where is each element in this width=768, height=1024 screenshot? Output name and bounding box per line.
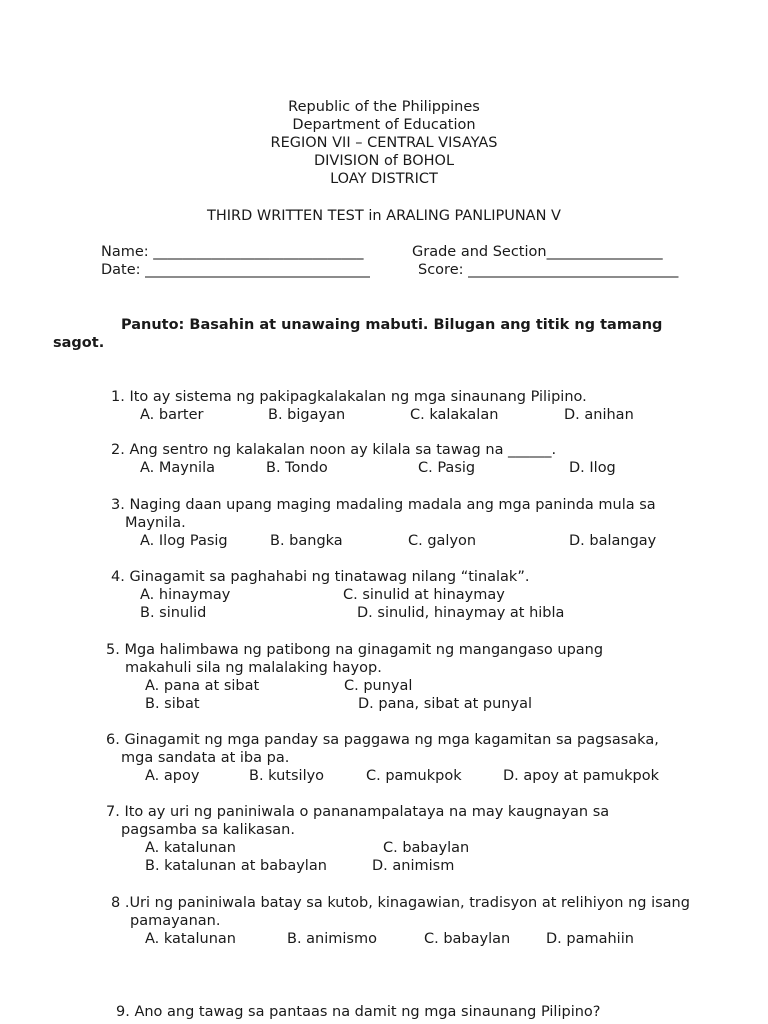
choice-c: C. babaylan [424,931,511,947]
choice-a: A. barter [140,407,204,423]
question-text-continued: Maynila. [125,515,186,531]
instructions-line-1: Panuto: Basahin at unawaing mabuti. Bilugan ang titik ng tamang [121,317,663,333]
question-text: 3. Naging daan upang maging madaling madala ang mga paninda mula sa [111,497,656,513]
choice-c: C. sinulid at hinaymay [343,587,505,603]
grade-section-field: Grade and Section________________ [412,244,663,260]
question-text-continued: pamayanan. [130,913,221,929]
question-text-continued: pagsamba sa kalikasan. [121,822,295,838]
choice-c: C. galyon [408,533,477,549]
choice-b: B. bigayan [268,407,346,423]
choice-d: D. Ilog [569,460,616,476]
choice-a: A. Ilog Pasig [140,533,228,549]
choice-d: D. balangay [569,533,657,549]
choice-b: B. Tondo [266,460,328,476]
header-region: REGION VII – CENTRAL VISAYAS [270,135,498,151]
choice-b: B. sinulid [140,605,207,621]
header-republic: Republic of the Philippines [288,99,480,115]
choice-d: D. pamahiin [546,931,634,947]
choice-d: D. animism [372,858,455,874]
header-division: DIVISION of BOHOL [313,153,455,169]
choice-a: A. Maynila [140,460,215,476]
choice-a: A. hinaymay [140,587,231,603]
header-department: Department of Education [292,117,476,133]
question-text: 5. Mga halimbawa ng patibong na ginagamit ng mangangaso upang [106,642,604,658]
instructions-line-2: sagot. [53,335,105,351]
question-text: 9. Ano ang tawag sa pantaas na damit ng mga sinaunang Pilipino? [116,1004,601,1020]
choice-c: C. Pasig [418,460,476,476]
choice-b: B. katalunan at babaylan [145,858,327,874]
header-district: LOAY DISTRICT [330,171,438,187]
choice-c: C. pamukpok [366,768,462,784]
choice-a: A. katalunan [145,931,236,947]
score-field: Score: _____________________________ [418,262,679,278]
choice-b: B. animismo [287,931,377,947]
choice-b: B. kutsilyo [249,768,325,784]
test-title: THIRD WRITTEN TEST in ARALING PANLIPUNAN V [207,208,561,224]
question-text: 8 .Uri ng paniniwala batay sa kutob, kinagawian, tradisyon at relihiyon ng isang [111,895,690,911]
choice-c: C. kalakalan [410,407,499,423]
question-text-continued: makahuli sila ng malalaking hayop. [125,660,382,676]
choice-b: B. bangka [270,533,343,549]
choice-a: A. pana at sibat [145,678,260,694]
question-text: 6. Ginagamit ng mga panday sa paggawa ng mga kagamitan sa pagsasaka, [106,732,659,748]
choice-a: A. apoy [145,768,200,784]
choice-d: D. anihan [564,407,634,423]
choice-b: B. sibat [145,696,200,712]
question-text: 4. Ginagamit sa paghahabi ng tinatawag nilang “tinalak”. [111,569,530,585]
question-text-continued: mga sandata at iba pa. [121,750,290,766]
choice-c: C. babaylan [383,840,470,856]
choice-c: C. punyal [344,678,413,694]
name-field: Name: _____________________________ [101,244,364,260]
choice-d: D. apoy at pamukpok [503,768,659,784]
choice-d: D. pana, sibat at punyal [358,696,532,712]
choice-d: D. sinulid, hinaymay at hibla [357,605,565,621]
question-text: 1. Ito ay sistema ng pakipagkalakalan ng mga sinaunang Pilipino. [111,389,587,405]
question-text: 7. Ito ay uri ng paniniwala o pananampalataya na may kaugnayan sa [106,804,610,820]
choice-a: A. katalunan [145,840,236,856]
question-text: 2. Ang sentro ng kalakalan noon ay kilala sa tawag na ______. [111,442,557,458]
date-field: Date: _______________________________ [101,262,370,278]
